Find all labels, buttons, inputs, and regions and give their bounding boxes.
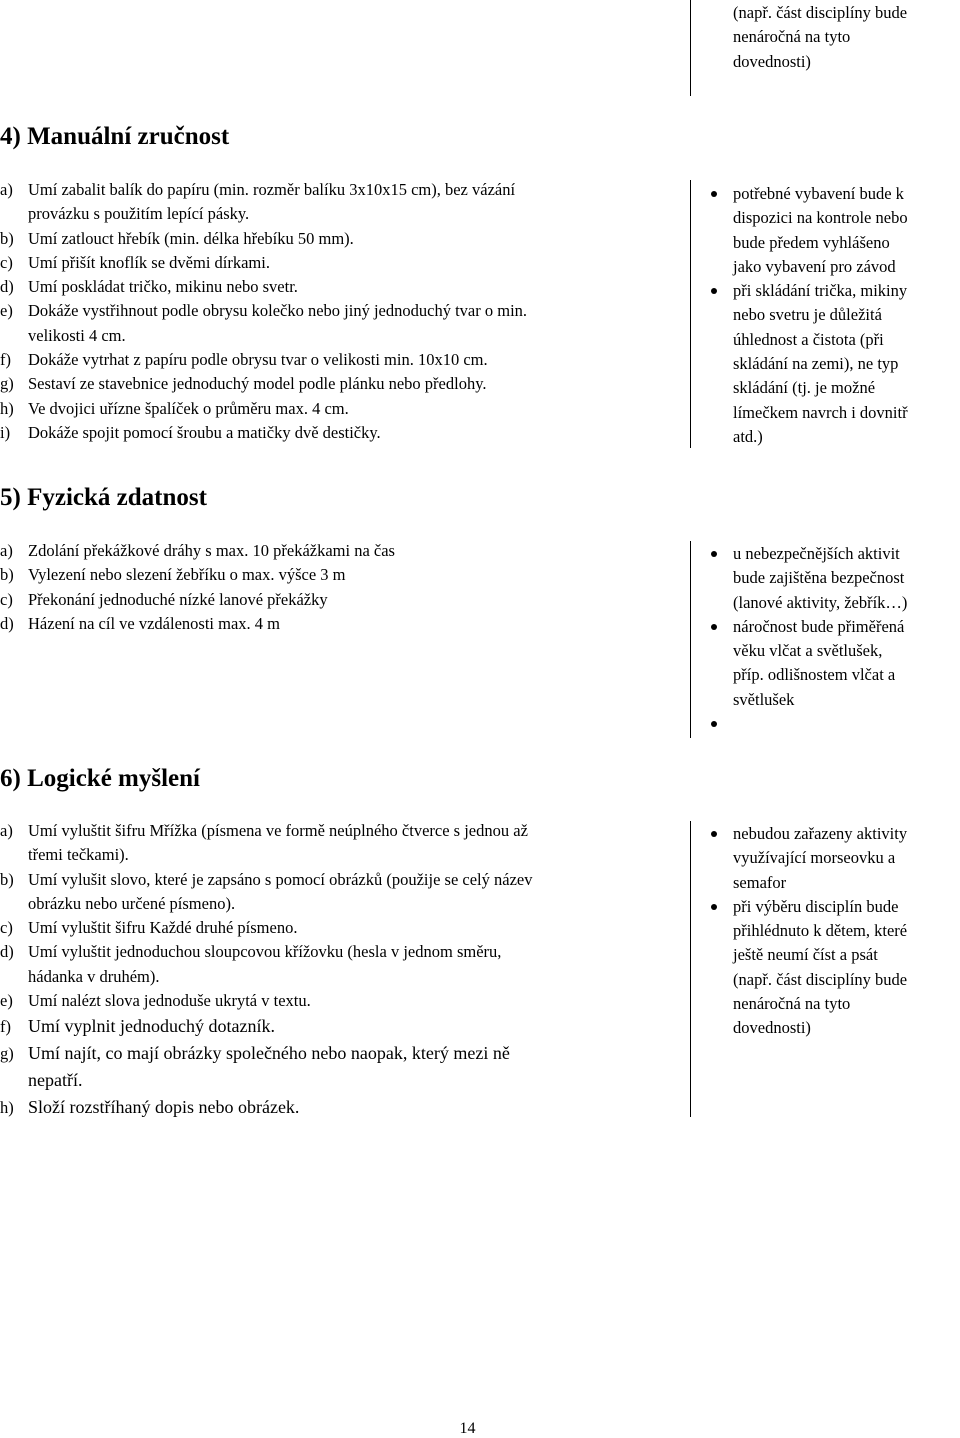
list-item (0, 227, 690, 251)
list-item (0, 299, 690, 348)
list-item (0, 539, 690, 563)
top-note-line: (např. část disciplíny bude (733, 3, 908, 22)
column-divider-4 (690, 180, 691, 448)
item-line: velikosti 4 cm. (28, 325, 126, 345)
list-item (0, 563, 690, 587)
item-marker: d) (0, 277, 14, 297)
item-line: Překonání jednoduché nízké lanové překážky (28, 589, 328, 609)
item-marker: i) (0, 422, 11, 442)
list-item (0, 1094, 690, 1121)
note-bullet (710, 895, 960, 1041)
item-line: Umí poskládat tričko, mikinu nebo svetr. (28, 277, 298, 297)
section-4-list (0, 178, 690, 445)
note-line: bude předem vyhlášeno (733, 232, 890, 252)
item-marker: b) (0, 565, 14, 585)
page-number: 14 (459, 1420, 476, 1437)
item-line: Umí zabalit balík do papíru (min. rozměr balíku 3x10x15 cm), bez vázání (28, 180, 516, 199)
list-item (0, 397, 690, 421)
section-4-heading: 4) Manuální zručnost (0, 123, 230, 150)
item-line: třemi tečkami). (28, 845, 129, 865)
item-line: Umí vyluštit šifru Každé druhé písmeno. (28, 918, 298, 938)
list-item (0, 588, 690, 612)
item-line: Umí vyluštit jednoduchou sloupcovou křížovku (hesla v jednom směru, (28, 942, 502, 962)
note-line: věku vlčat a světlušek, (733, 641, 883, 661)
note-line: přihlédnuto k dětem, které (733, 921, 908, 941)
note-line: světlušek (733, 689, 795, 709)
column-divider-top (690, 0, 691, 96)
top-note (733, 1, 960, 74)
item-marker: h) (0, 1098, 14, 1118)
note-line: límečkem navrch i dovnitř (733, 402, 908, 422)
note-line: úhlednost a čistota (při (733, 329, 884, 349)
item-line: Umí vylušit slovo, které je zapsáno s pomocí obrázků (použije se celý název (28, 869, 533, 889)
note-bullet (710, 279, 960, 449)
item-line: Sestaví ze stavebnice jednoduchý model podle plánku nebo předlohy. (28, 374, 487, 394)
section-4-notes (710, 182, 960, 449)
note-line: (např. část disciplíny bude (733, 969, 908, 989)
note-line: dispozici na kontrole nebo (733, 208, 908, 228)
item-marker: a) (0, 541, 13, 560)
item-marker: b) (0, 228, 14, 248)
item-line: Zdolání překážkové dráhy s max. 10 překážkami na čas (28, 541, 395, 560)
list-item (0, 989, 690, 1013)
list-item (0, 1040, 690, 1094)
note-line: bude zajištěna bezpečnost (733, 568, 905, 588)
list-item (0, 1013, 690, 1040)
note-bullet (710, 822, 960, 895)
section-6-notes (710, 822, 960, 1041)
list-item (0, 178, 690, 227)
note-bullet (710, 615, 960, 712)
list-item (0, 868, 690, 917)
section-5-heading: 5) Fyzická zdatnost (0, 484, 207, 511)
note-line: atd.) (733, 426, 763, 446)
item-line: Umí vyluštit šifru Mřížka (písmena ve formě neúplného čtverce s jednou až (28, 821, 528, 840)
item-marker: e) (0, 991, 13, 1011)
item-line: Složí rozstříhaný dopis nebo obrázek. (28, 1097, 300, 1118)
item-marker: h) (0, 398, 14, 418)
item-line: Vylezení nebo slezení žebříku o max. výšce 3 m (28, 565, 346, 585)
item-line: Dokáže vystřihnout podle obrysu kolečko nebo jiný jednoduchý tvar o min. (28, 301, 528, 321)
note-line: nebo svetru je důležitá (733, 305, 882, 325)
item-line: Umí vyplnit jednoduchý dotazník. (28, 1016, 275, 1037)
item-marker: e) (0, 301, 13, 321)
item-line: Umí najít, co mají obrázky společného nebo naopak, který mezi ně (28, 1043, 510, 1064)
note-line: semafor (733, 872, 787, 892)
item-line: Házení na cíl ve vzdálenosti max. 4 m (28, 613, 280, 633)
note-line: (lanové aktivity, žebřík…) (733, 592, 908, 612)
item-marker: g) (0, 374, 14, 394)
item-marker: a) (0, 821, 13, 840)
item-line: nepatří. (28, 1070, 83, 1091)
top-note-line: nenáročná na tyto (733, 27, 851, 47)
column-divider-5 (690, 541, 691, 738)
item-line: Umí zatlouct hřebík (min. délka hřebíku 50 mm). (28, 228, 354, 248)
item-line: Umí nalézt slova jednoduše ukrytá v textu. (28, 991, 311, 1011)
column-divider-6 (690, 821, 691, 1117)
list-item (0, 819, 690, 868)
note-line: skládání na zemi), ne typ (733, 354, 899, 374)
item-marker: b) (0, 869, 14, 889)
note-line: skládání (tj. je možné (733, 378, 876, 398)
item-marker: g) (0, 1044, 14, 1064)
note-bullet (710, 542, 960, 615)
list-item (0, 348, 690, 372)
note-line: příp. odlišnostem vlčat a (733, 665, 896, 685)
note-line: ještě neumí číst a psát (733, 945, 878, 965)
item-line: hádanka v druhém). (28, 966, 160, 986)
section-5-list (0, 539, 690, 636)
section-5-notes (710, 542, 960, 736)
note-bullet-empty (710, 712, 960, 736)
list-item (0, 916, 690, 940)
section-6-heading: 6) Logické myšlení (0, 765, 200, 792)
item-marker: d) (0, 942, 14, 962)
item-marker: c) (0, 918, 13, 938)
list-item (0, 940, 690, 989)
top-note-line: dovednosti) (733, 51, 811, 71)
item-marker: f) (0, 350, 11, 370)
item-marker: c) (0, 252, 13, 272)
list-item (0, 275, 690, 299)
list-item (0, 372, 690, 396)
note-line: nebudou zařazeny aktivity (733, 824, 908, 843)
item-line: obrázku nebo určené písmeno). (28, 893, 236, 913)
list-item (0, 251, 690, 275)
item-marker: a) (0, 180, 13, 199)
item-line: Umí přišít knoflík se dvěmi dírkami. (28, 252, 270, 272)
item-line: provázku s použitím lepící pásky. (28, 204, 250, 224)
note-line: při výběru disciplín bude (733, 896, 899, 916)
note-line: jako vybavení pro závod (733, 256, 896, 276)
note-line: dovednosti) (733, 1018, 811, 1038)
note-line: potřebné vybavení bude k (733, 184, 904, 203)
note-bullet (710, 182, 960, 279)
note-line: náročnost bude přiměřená (733, 616, 905, 636)
note-line: využívající morseovku a (733, 848, 896, 868)
note-line: u nebezpečnějších aktivit (733, 544, 900, 563)
list-item (0, 421, 690, 445)
item-line: Dokáže vytrhat z papíru podle obrysu tvar o velikosti min. 10x10 cm. (28, 350, 488, 370)
item-line: Dokáže spojit pomocí šroubu a matičky dvě destičky. (28, 422, 381, 442)
list-item (0, 612, 690, 636)
item-marker: c) (0, 589, 13, 609)
note-line: při skládání trička, mikiny (733, 281, 908, 301)
section-6-list (0, 819, 690, 1121)
item-line: Ve dvojici uřízne špalíček o průměru max. 4 cm. (28, 398, 349, 418)
note-line: nenáročná na tyto (733, 994, 851, 1014)
item-marker: d) (0, 613, 14, 633)
item-marker: f) (0, 1017, 11, 1037)
